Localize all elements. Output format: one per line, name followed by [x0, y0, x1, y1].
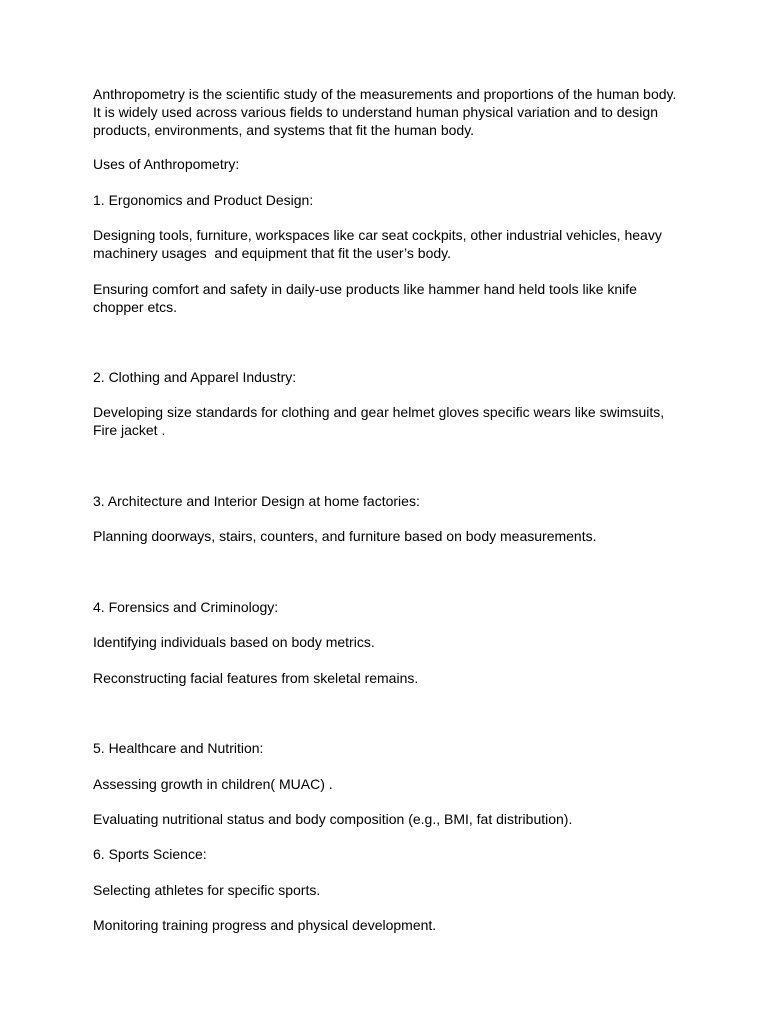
healthcare-paragraph-1: Assessing growth in children( MUAC) .: [93, 776, 333, 792]
section-heading-clothing: 2. Clothing and Apparel Industry:: [93, 369, 297, 385]
sports-paragraph-2: Monitoring training progress and physical development.: [93, 917, 437, 933]
section-heading-forensics: 4. Forensics and Criminology:: [93, 599, 279, 615]
forensics-paragraph-1: Identifying individuals based on body metrics.: [93, 634, 375, 650]
forensics-paragraph-2: Reconstructing facial features from skeletal remains.: [93, 670, 419, 686]
ergonomics-paragraph-1: Designing tools, furniture, workspaces like car seat cockpits, other industrial vehicles, heavy machinery usages and equipment that fit the user’s body.: [93, 227, 666, 261]
section-heading-sports: 6. Sports Science:: [93, 846, 207, 862]
ergonomics-paragraph-2: Ensuring comfort and safety in daily-use products like hammer hand held tools like knife chopper etcs.: [93, 281, 641, 315]
healthcare-paragraph-2: Evaluating nutritional status and body composition (e.g., BMI, fat distribution).: [93, 811, 573, 827]
clothing-paragraph-1: Developing size standards for clothing and gear helmet gloves specific wears like swimsuits, Fire jacket .: [93, 404, 669, 438]
section-heading-healthcare: 5. Healthcare and Nutrition:: [93, 740, 264, 756]
architecture-paragraph-1: Planning doorways, stairs, counters, and furniture based on body measurements.: [93, 528, 597, 544]
section-heading-ergonomics: 1. Ergonomics and Product Design:: [93, 192, 314, 208]
intro-paragraph: Anthropometry is the scientific study of the measurements and proportions of the human body. It is widely used across various fields to understand human physical variation and to design products, environments, and systems that fit the human body.: [93, 86, 681, 138]
section-heading-architecture: 3. Architecture and Interior Design at home factories:: [93, 493, 420, 509]
sports-paragraph-1: Selecting athletes for specific sports.: [93, 882, 321, 898]
uses-heading: Uses of Anthropometry:: [93, 156, 240, 172]
